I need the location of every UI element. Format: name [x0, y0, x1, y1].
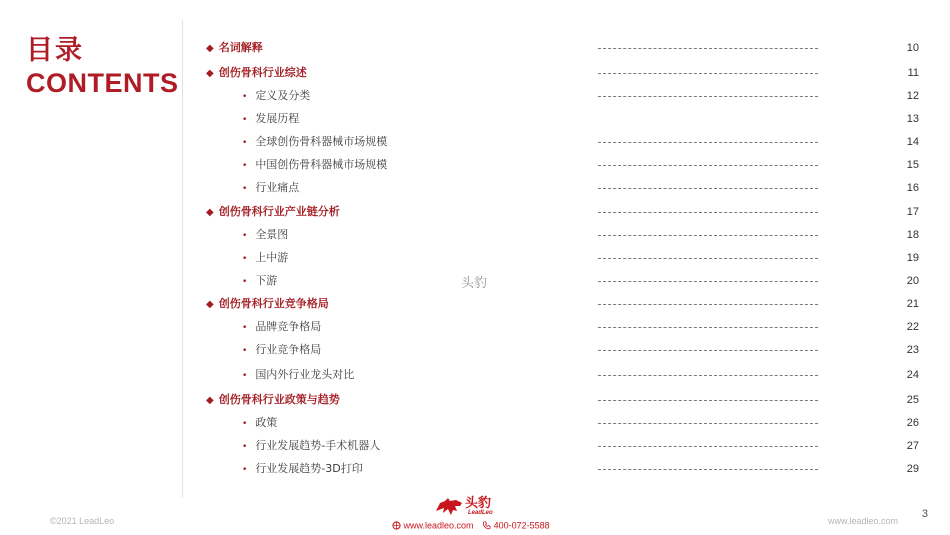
- toc-subsection[interactable]: [0, 225, 950, 245]
- toc-label-text: 上中游: [255, 251, 289, 264]
- leopard-icon: [434, 497, 464, 517]
- toc-label-text: 创伤骨科行业综述: [218, 66, 307, 79]
- toc-label-text: 行业竞争格局: [255, 343, 322, 356]
- toc-page-number: 21: [906, 298, 919, 310]
- footer-copyright: ©2021 LeadLeo: [50, 516, 115, 526]
- toc-label: [242, 155, 387, 176]
- toc-label: [206, 390, 340, 411]
- title-chinese: 目录: [26, 35, 84, 66]
- leader-line: [598, 96, 818, 97]
- toc-label-text: 政策: [255, 416, 278, 429]
- footer-site[interactable]: www.leadleo.com: [827, 516, 898, 526]
- bullet-icon: •: [242, 371, 248, 381]
- toc-page-number: 18: [906, 229, 919, 241]
- toc-label-text: 全景图: [255, 228, 289, 241]
- toc-label-text: 发展历程: [255, 112, 300, 125]
- bullet-icon: •: [242, 254, 248, 264]
- diamond-icon: ◆: [206, 207, 214, 218]
- logo-text: 头豹: [465, 496, 492, 511]
- leader-line: [598, 165, 818, 166]
- leader-line: [598, 446, 818, 447]
- toc-label-text: 品牌竞争格局: [255, 320, 322, 333]
- toc-page-number: 26: [906, 417, 919, 429]
- toc-label: [242, 317, 321, 338]
- leader-line: [598, 48, 818, 49]
- toc-page-number: 11: [907, 67, 919, 79]
- toc-label-text: 中国创伤骨科器械市场规模: [255, 158, 388, 171]
- toc-subsection[interactable]: [0, 248, 950, 268]
- bullet-icon: •: [242, 323, 248, 333]
- toc-subsection[interactable]: [0, 459, 950, 479]
- toc-label: [242, 109, 299, 130]
- title-english: CONTENTS: [26, 68, 179, 98]
- toc-page-number: 16: [906, 182, 919, 194]
- toc-subsection[interactable]: [0, 317, 950, 337]
- leader-line: [598, 212, 818, 213]
- globe-icon: [392, 521, 401, 530]
- leader-line: [598, 375, 818, 376]
- toc-label: [206, 63, 307, 84]
- toc-page-number: 25: [906, 394, 919, 406]
- contact-web[interactable]: www.leadleo.com: [403, 520, 474, 531]
- bullet-icon: •: [242, 419, 248, 429]
- toc-label: [242, 459, 363, 480]
- leader-line: [598, 350, 818, 351]
- bullet-icon: •: [242, 161, 248, 171]
- bullet-icon: •: [242, 138, 248, 148]
- leader-line: [598, 73, 818, 74]
- leader-line: [598, 304, 818, 305]
- toc-label: [242, 271, 277, 292]
- diamond-icon: ◆: [206, 395, 214, 406]
- leader-line: [598, 400, 818, 401]
- bullet-icon: •: [242, 346, 248, 356]
- leader-line: [598, 281, 818, 282]
- toc-label-text: 创伤骨科行业竞争格局: [218, 297, 329, 310]
- toc-label-text: 定义及分类: [255, 89, 311, 102]
- toc-page-number: 23: [906, 344, 919, 356]
- toc-page-number: 22: [906, 321, 919, 333]
- leader-line: [598, 327, 818, 328]
- watermark: 头豹: [461, 276, 488, 291]
- logo-subtext: LeadLeo: [468, 510, 493, 516]
- toc-subsection[interactable]: [0, 86, 950, 106]
- toc-subsection[interactable]: [0, 436, 950, 456]
- toc-label: [242, 248, 288, 269]
- toc-label: [206, 38, 263, 59]
- leadleo-logo: [434, 497, 506, 519]
- toc-label-text: 行业痛点: [255, 181, 300, 194]
- toc-page-number: 19: [906, 252, 919, 264]
- toc-label-text: 下游: [255, 274, 278, 287]
- toc-page-number: 13: [906, 113, 919, 125]
- toc-subsection[interactable]: [0, 413, 950, 433]
- contact-phone: 400-072-5588: [493, 520, 550, 531]
- leader-line: [598, 258, 818, 259]
- diamond-icon: ◆: [206, 299, 214, 310]
- toc-label: [242, 132, 387, 153]
- toc-page-number: 15: [906, 159, 919, 171]
- toc-label-text: 全球创伤骨科器械市场规模: [255, 135, 388, 148]
- toc-page-number: 29: [906, 463, 919, 475]
- page-number: 3: [921, 508, 928, 520]
- toc-label-text: 行业发展趋势-3D打印: [255, 462, 363, 475]
- bullet-icon: •: [242, 465, 248, 475]
- bullet-icon: •: [242, 442, 248, 452]
- contact-info: [392, 520, 550, 531]
- toc-subsection[interactable]: [0, 109, 950, 129]
- toc-section[interactable]: [0, 294, 950, 314]
- toc-label: [242, 436, 380, 457]
- toc-subsection[interactable]: [0, 365, 950, 385]
- bullet-icon: •: [242, 231, 248, 241]
- toc-section[interactable]: [0, 38, 950, 58]
- toc-label: [242, 86, 310, 107]
- toc-page-number: 14: [906, 136, 919, 148]
- toc-label-text: 行业发展趋势-手术机器人: [255, 439, 381, 452]
- toc-label: [242, 340, 321, 361]
- toc-label-text: 名词解释: [218, 41, 263, 54]
- diamond-icon: ◆: [206, 68, 214, 79]
- toc-page-number: 10: [906, 42, 919, 54]
- toc-label: [206, 202, 340, 223]
- toc-page-number: 27: [906, 440, 919, 452]
- leader-line: [598, 235, 818, 236]
- toc-label-text: 创伤骨科行业政策与趋势: [218, 393, 340, 406]
- toc-page-number: 24: [906, 369, 919, 381]
- toc-subsection[interactable]: [0, 155, 950, 175]
- bullet-icon: •: [242, 115, 248, 125]
- diamond-icon: ◆: [206, 43, 214, 54]
- toc-subsection[interactable]: [0, 132, 950, 152]
- toc-label: [242, 365, 354, 386]
- toc-label-text: 国内外行业龙头对比: [255, 368, 355, 381]
- toc-label: [206, 294, 329, 315]
- toc-section[interactable]: [0, 63, 950, 83]
- bullet-icon: •: [242, 277, 248, 287]
- leader-line: [598, 469, 818, 470]
- bullet-icon: •: [242, 92, 248, 102]
- leader-line: [598, 188, 818, 189]
- toc-section[interactable]: [0, 202, 950, 222]
- toc-page-number: 12: [906, 90, 919, 102]
- toc-page-number: 17: [906, 206, 919, 218]
- toc-section[interactable]: [0, 390, 950, 410]
- toc-subsection[interactable]: [0, 340, 950, 360]
- toc-label: [242, 225, 288, 246]
- toc-subsection[interactable]: [0, 178, 950, 198]
- toc-label-text: 创伤骨科行业产业链分析: [218, 205, 340, 218]
- phone-icon: [482, 521, 491, 530]
- leader-line: [598, 423, 818, 424]
- bullet-icon: •: [242, 184, 248, 194]
- toc-page-number: 20: [906, 275, 919, 287]
- leader-line: [598, 142, 818, 143]
- toc-label: [242, 413, 277, 434]
- toc-label: [242, 178, 299, 199]
